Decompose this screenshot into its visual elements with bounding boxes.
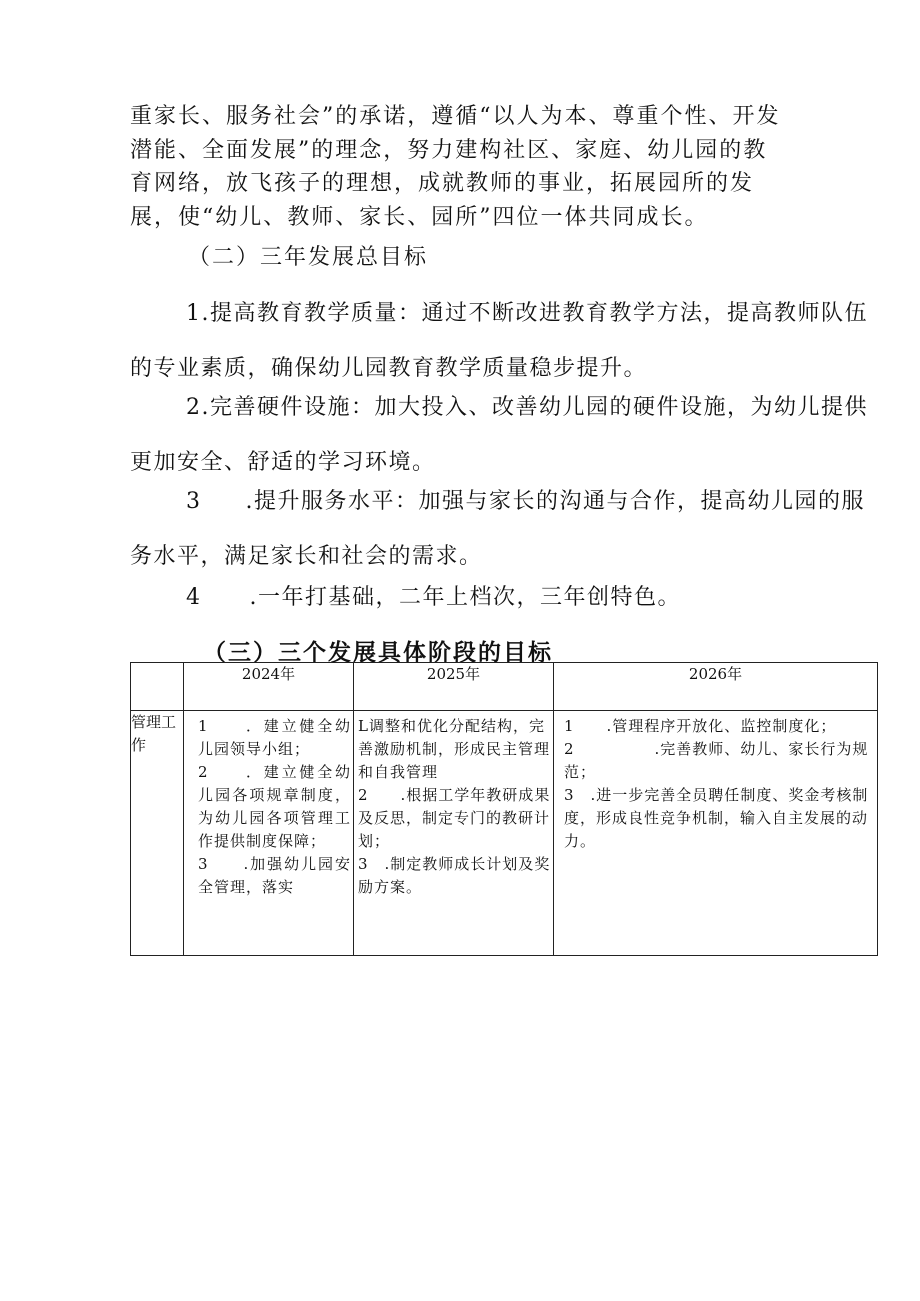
cell-2026 [554, 711, 878, 956]
goal-3-text: .提升服务水平：加强与家长的沟通与合作，提高幼儿园的服务水平，满足家长和社会的需求。 [130, 489, 865, 569]
cell-2025 [354, 711, 554, 956]
intro-paragraph: 重家长、服务社会”的承诺，遵循“以人为本、尊重个性、开发潜能、全面发展”的理念，努力建构社区、家庭、幼儿园的教育网络，放飞孩子的理想，成就教师的事业，拓展园所的发展，使“幼儿、教师、家长、园所”四位一体共同成长。 [130, 104, 781, 230]
cell-2026-item: 1 .管理程序开放化、监控制度化； [564, 717, 837, 735]
year-2026-header: 2026年 [554, 663, 878, 711]
year-2025-header: 2025年 [354, 663, 554, 711]
cell-2024-item: 1 ．建立健全幼儿园领导小组； [198, 717, 351, 758]
goal-1-text: 提高教育教学质量：通过不断改进教育教学方法，提高教师队伍的专业素质，确保幼儿园教育教学质量稳步提升。 [130, 301, 869, 381]
goal-3 [130, 474, 882, 584]
section2-heading: （二）三年发展总目标 [188, 245, 429, 270]
row-label: 管理工作 [131, 711, 184, 956]
table-row [131, 711, 878, 956]
cell-2024 [184, 711, 354, 956]
goal-4-number: 4 [186, 585, 202, 610]
cell-2026-item: 2 .完善教师、幼儿、家长行为规范； [564, 740, 869, 781]
section3-heading: （三）三个发展具体阶段的目标 [203, 639, 553, 666]
goal-3-number: 3 [186, 489, 202, 514]
goal-2-number: 2. [186, 395, 210, 420]
table-header-row [131, 663, 878, 711]
goal-1-number: 1. [186, 301, 210, 326]
cell-2025-item: 3 .制定教师成长计划及奖励方案。 [358, 855, 551, 896]
cell-2026-item: 3 .进一步完善全员聘任制度、奖金考核制度，形成良性竞争机制，输入自主发展的动力。 [564, 786, 869, 850]
cell-2025-item: L调整和优化分配结构，完善激励机制，形成民主管理和自我管理 [358, 717, 551, 781]
goal-4-text: .一年打基础，二年上档次，三年创特色。 [249, 585, 681, 610]
table-corner-cell [131, 663, 184, 711]
goal-4 [130, 570, 882, 625]
stage-goals-table [130, 662, 878, 956]
cell-2024-item: 2 ．建立健全幼儿园各项规章制度，为幼儿园各项管理工作提供制度保障； [198, 763, 351, 850]
year-2024-header: 2024年 [184, 663, 354, 711]
cell-2024-item: 3 .加强幼儿园安全管理，落实 [198, 855, 351, 896]
goal-2-text: 完善硬件设施：加大投入、改善幼儿园的硬件设施，为幼儿提供更加安全、舒适的学习环境。 [130, 395, 869, 475]
cell-2025-item: 2 .根据工学年教研成果及反思，制定专门的教研计划； [358, 786, 551, 850]
